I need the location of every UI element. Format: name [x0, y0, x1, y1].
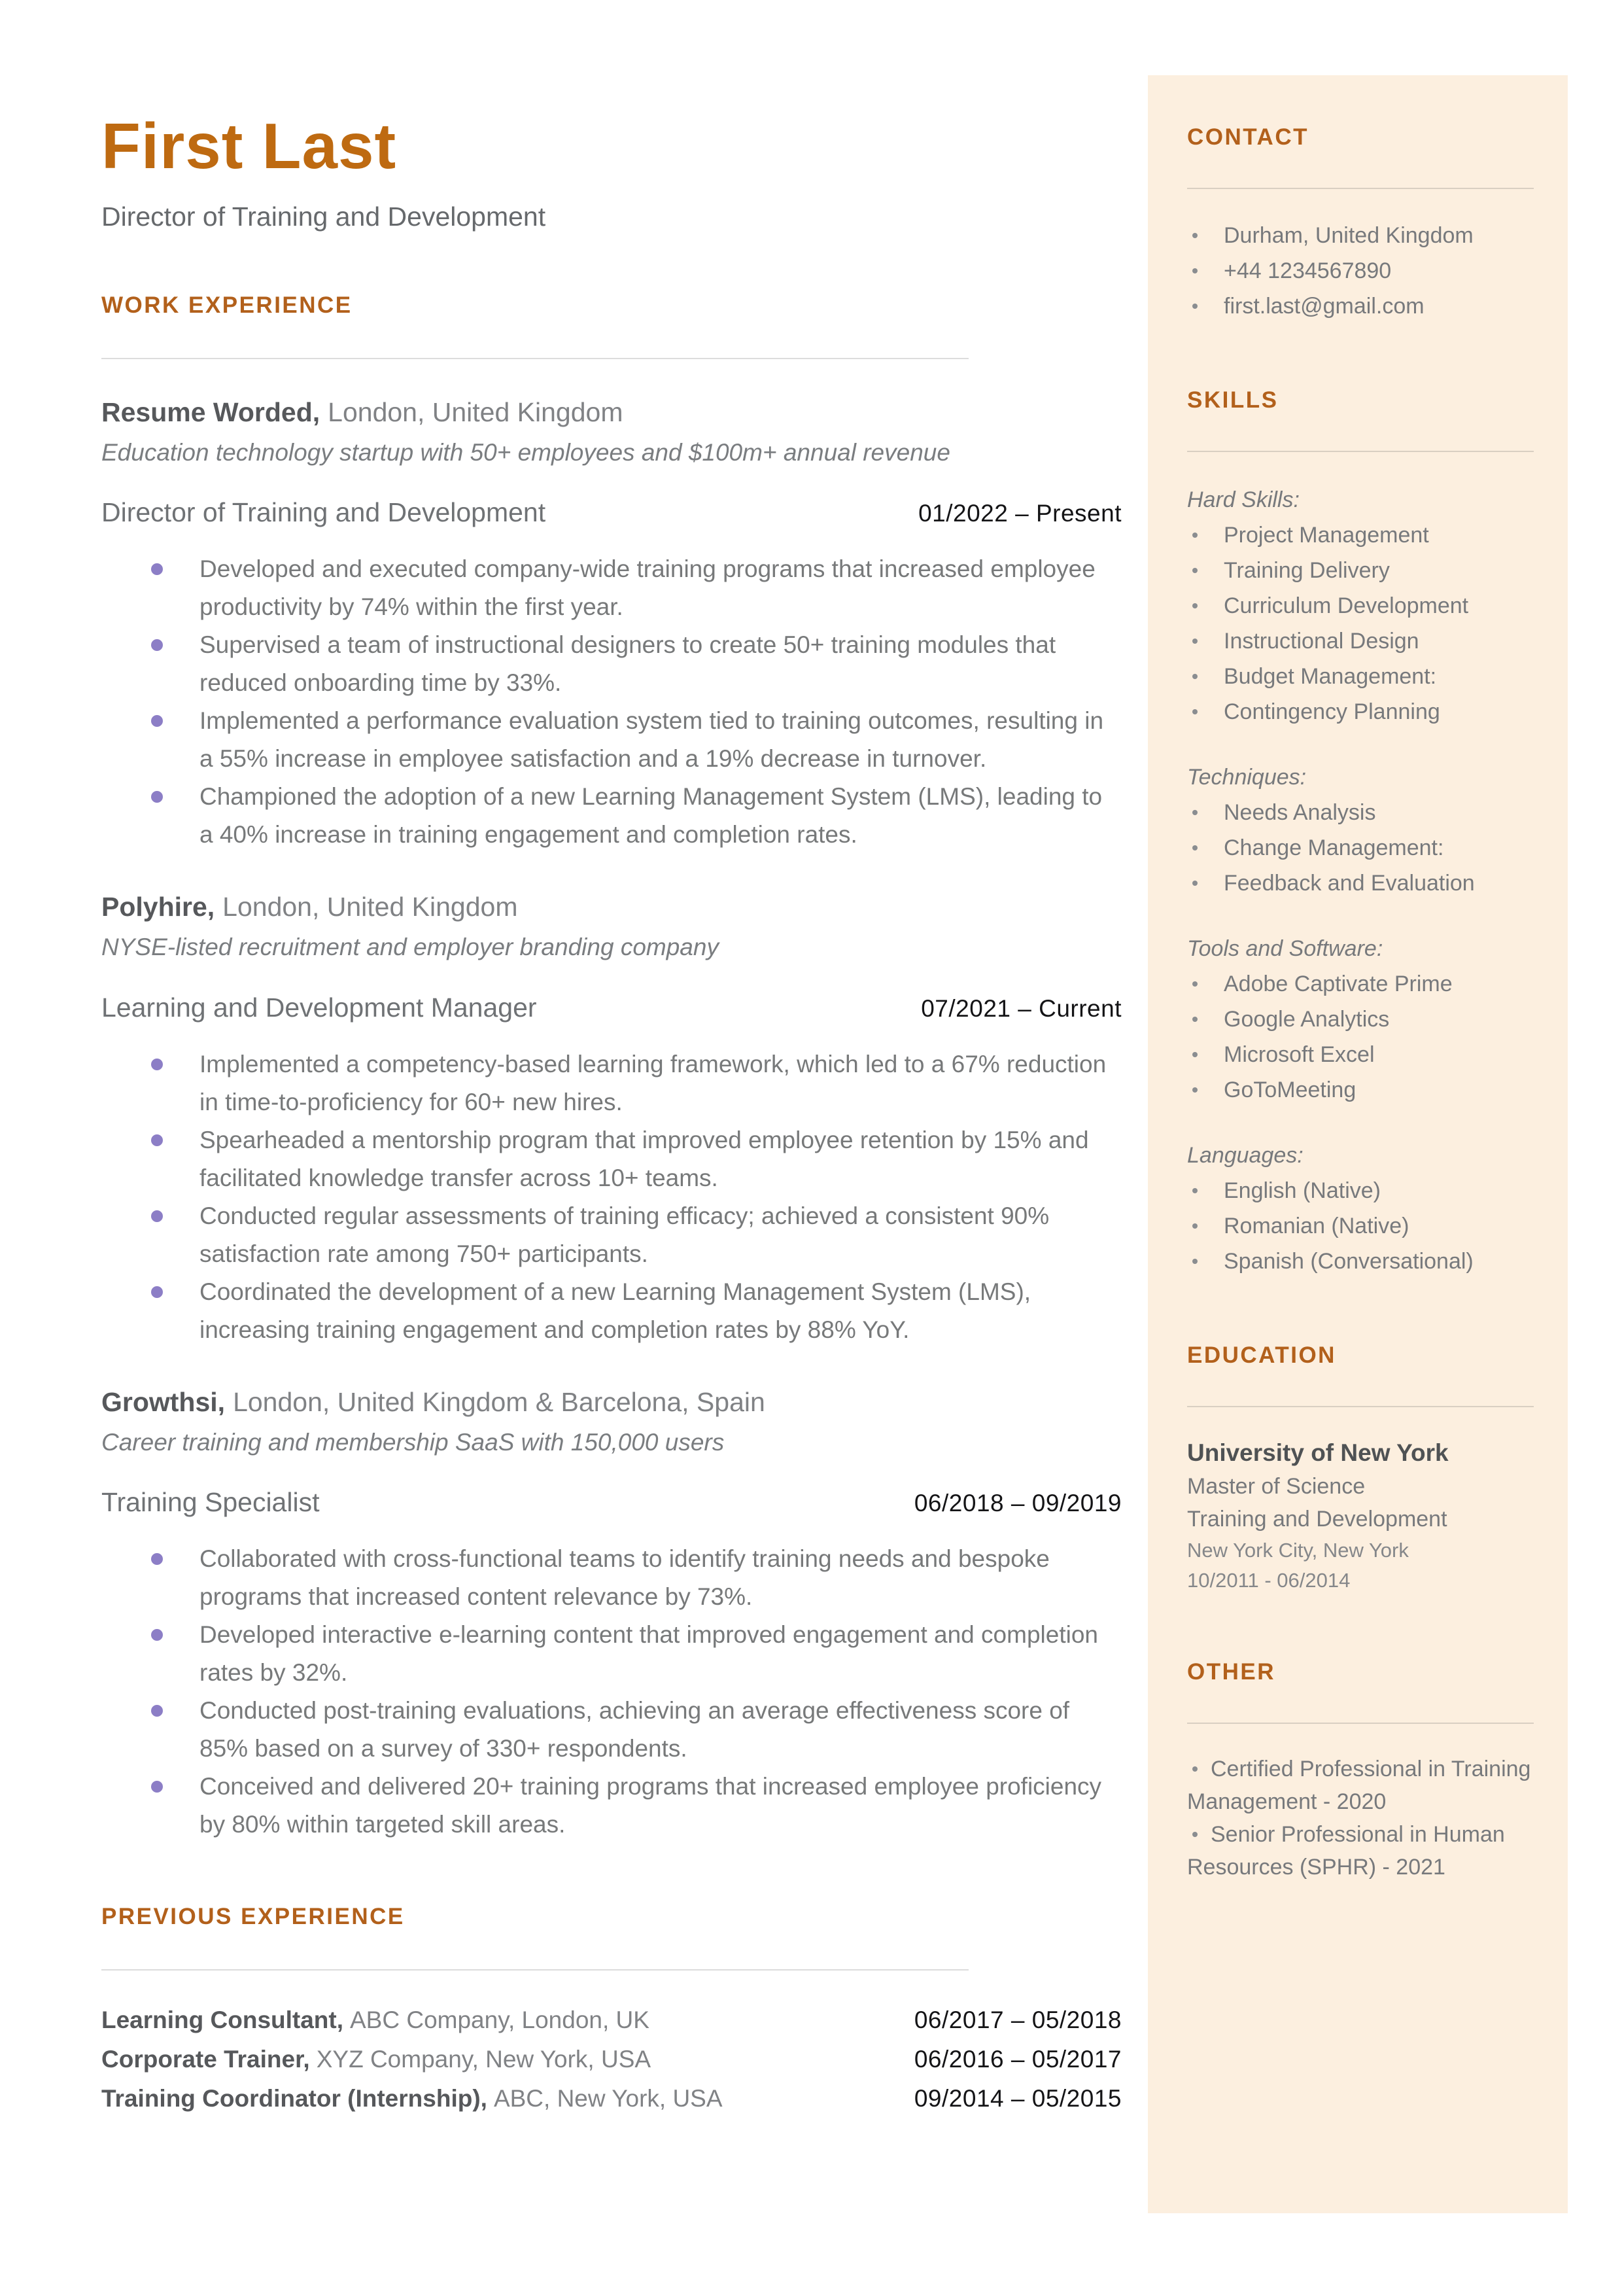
company-name: Growthsi,	[101, 1386, 226, 1417]
previous-role: Corporate Trainer,	[101, 2046, 310, 2073]
skill-group-hard-skills	[1187, 482, 1534, 729]
previous-company: ABC, New York, USA	[493, 2085, 723, 2112]
contact-item-location: Durham, United Kingdom	[1187, 218, 1534, 253]
company-description: Education technology startup with 50+ employees and $100m+ annual revenue	[101, 438, 950, 466]
job-entry	[101, 1387, 1122, 1844]
role-row	[101, 1487, 1122, 1518]
contact-title: CONTACT	[1187, 124, 1309, 150]
company-location: London, United Kingdom & Barcelona, Spain	[233, 1386, 765, 1417]
skill-item: Instructional Design	[1187, 623, 1534, 659]
skill-group-techniques	[1187, 760, 1534, 901]
skill-item: Spanish (Conversational)	[1187, 1244, 1534, 1279]
skill-item: Romanian (Native)	[1187, 1208, 1534, 1244]
company-location: London, United Kingdom	[222, 892, 518, 922]
bullet-item: Conducted regular assessments of training efficacy; achieved a consistent 90% satisfaction rate among 750+ participants.	[101, 1197, 1122, 1273]
company-description: Career training and membership SaaS with 150,000 users	[101, 1429, 725, 1456]
skill-list	[1187, 517, 1534, 729]
previous-role-row	[101, 2001, 1122, 2040]
section-divider	[101, 358, 969, 359]
sidebar-divider	[1187, 451, 1534, 452]
section-title-previous-experience: PREVIOUS EXPERIENCE	[101, 1904, 405, 1930]
role-title: Learning and Development Manager	[101, 992, 537, 1023]
previous-dates: 09/2014 – 05/2015	[914, 2085, 1122, 2112]
sidebar-divider	[1187, 1406, 1534, 1407]
education-school: University of New York	[1187, 1439, 1449, 1466]
company-location: London, United Kingdom	[328, 396, 623, 427]
section-title-work-experience: WORK EXPERIENCE	[101, 292, 353, 318]
previous-role: Training Coordinator (Internship),	[101, 2085, 487, 2112]
company-line	[101, 892, 1122, 922]
previous-dates: 06/2016 – 05/2017	[914, 2046, 1122, 2073]
other-item	[1187, 1753, 1534, 1818]
contact-item-phone: +44 1234567890	[1187, 253, 1534, 289]
skill-list	[1187, 795, 1534, 901]
skill-item: Microsoft Excel	[1187, 1037, 1534, 1072]
other-item	[1187, 1818, 1534, 1883]
main-column	[101, 111, 1122, 2118]
role-row	[101, 497, 1122, 528]
education-location: New York City, New York	[1187, 1539, 1409, 1562]
previous-role-line	[101, 2001, 649, 2040]
previous-company: XYZ Company, New York, USA	[316, 2046, 651, 2073]
previous-role: Learning Consultant,	[101, 2006, 343, 2034]
contact-list	[1187, 218, 1534, 324]
bullet-item: Collaborated with cross-functional teams to identify training needs and bespoke programs that increased content relevance by 73%.	[101, 1540, 1122, 1616]
previous-role-line	[101, 2040, 651, 2079]
bullet-item: Conceived and delivered 20+ training programs that increased employee proficiency by 80% within targeted skill areas.	[101, 1768, 1122, 1844]
bullet-item: Developed interactive e-learning content that improved engagement and completion rates by 32%.	[101, 1616, 1122, 1692]
job-title-subtitle: Director of Training and Development	[101, 201, 546, 232]
job-entry	[101, 397, 1122, 854]
previous-company: ABC Company, London, UK	[350, 2006, 649, 2034]
skill-list	[1187, 1173, 1534, 1279]
role-title: Director of Training and Development	[101, 497, 546, 528]
bullet-item: Spearheaded a mentorship program that improved employee retention by 15% and facilitated knowledge transfer across 10+ teams.	[101, 1121, 1122, 1197]
bullet-list	[101, 1540, 1122, 1844]
skill-item: Project Management	[1187, 517, 1534, 553]
sidebar	[1148, 75, 1568, 2213]
skill-item: Training Delivery	[1187, 553, 1534, 588]
role-dates: 01/2022 – Present	[918, 500, 1122, 527]
other-list	[1187, 1753, 1534, 1883]
skill-item: Change Management:	[1187, 830, 1534, 866]
skill-group-languages	[1187, 1138, 1534, 1279]
bullet-item: Developed and executed company-wide training programs that increased employee productivity by 74% within the first year.	[101, 550, 1122, 626]
previous-role-row	[101, 2079, 1122, 2118]
skill-group-tools	[1187, 931, 1534, 1108]
education-degree: Master of Science	[1187, 1474, 1366, 1499]
contact-section	[1187, 124, 1534, 324]
bullet-dot-icon	[1192, 1766, 1198, 1772]
bullet-list	[101, 1045, 1122, 1349]
skill-item: GoToMeeting	[1187, 1072, 1534, 1108]
skills-title: SKILLS	[1187, 387, 1279, 413]
skill-item: English (Native)	[1187, 1173, 1534, 1208]
skill-item: Curriculum Development	[1187, 588, 1534, 623]
other-title: OTHER	[1187, 1659, 1275, 1685]
company-description: NYSE-listed recruitment and employer branding company	[101, 934, 719, 961]
bullet-item: Supervised a team of instructional designers to create 50+ training modules that reduced onboarding time by 33%.	[101, 626, 1122, 702]
role-dates: 07/2021 – Current	[921, 994, 1122, 1022]
job-entry	[101, 892, 1122, 1349]
skill-group-label: Techniques:	[1187, 765, 1307, 790]
education-section	[1187, 1342, 1534, 1596]
skill-item: Feedback and Evaluation	[1187, 866, 1534, 901]
bullet-item: Championed the adoption of a new Learning Management System (LMS), leading to a 40% increase in training engagement and completion rates.	[101, 778, 1122, 854]
company-line	[101, 397, 1122, 428]
sidebar-divider	[1187, 1723, 1534, 1724]
role-title: Training Specialist	[101, 1487, 320, 1518]
role-dates: 06/2018 – 09/2019	[914, 1490, 1122, 1517]
name-heading: First Last	[101, 110, 397, 182]
bullet-item: Conducted post-training evaluations, achieving an average effectiveness score of 85% based on a survey of 330+ respondents.	[101, 1692, 1122, 1768]
bullet-list	[101, 550, 1122, 854]
company-name: Resume Worded,	[101, 396, 320, 427]
bullet-item: Coordinated the development of a new Learning Management System (LMS), increasing training engagement and completion rates by 88% YoY.	[101, 1273, 1122, 1349]
skill-group-label: Tools and Software:	[1187, 936, 1383, 961]
education-field: Training and Development	[1187, 1507, 1447, 1532]
skill-item: Budget Management:	[1187, 659, 1534, 694]
skill-list	[1187, 966, 1534, 1108]
skill-item: Needs Analysis	[1187, 795, 1534, 830]
sidebar-divider	[1187, 188, 1534, 189]
skill-item: Adobe Captivate Prime	[1187, 966, 1534, 1002]
other-item-text: Senior Professional in Human Resources (SPHR) - 2021	[1187, 1822, 1505, 1880]
previous-dates: 06/2017 – 05/2018	[914, 2006, 1122, 2034]
previous-experience-rows	[101, 2001, 1122, 2118]
bullet-item: Implemented a performance evaluation system tied to training outcomes, resulting in a 55% increase in employee satisfaction and a 19% decrease in turnover.	[101, 702, 1122, 778]
skill-group-label: Hard Skills:	[1187, 487, 1300, 512]
other-item-text: Certified Professional in Training Management - 2020	[1187, 1757, 1531, 1814]
skills-section	[1187, 387, 1534, 1279]
role-row	[101, 992, 1122, 1023]
skill-group-label: Languages:	[1187, 1143, 1304, 1168]
bullet-item: Implemented a competency-based learning framework, which led to a 67% reduction in time-to-proficiency for 60+ new hires.	[101, 1045, 1122, 1121]
contact-item-email: first.last@gmail.com	[1187, 289, 1534, 324]
company-line	[101, 1387, 1122, 1418]
education-entry	[1187, 1436, 1534, 1596]
education-dates: 10/2011 - 06/2014	[1187, 1569, 1351, 1592]
skill-item: Google Analytics	[1187, 1002, 1534, 1037]
bullet-dot-icon	[1192, 1832, 1198, 1837]
other-section	[1187, 1658, 1534, 1883]
previous-role-row	[101, 2040, 1122, 2079]
section-divider	[101, 1969, 969, 1971]
education-title: EDUCATION	[1187, 1342, 1336, 1368]
previous-role-line	[101, 2079, 723, 2118]
skill-item: Contingency Planning	[1187, 694, 1534, 729]
company-name: Polyhire,	[101, 892, 215, 922]
